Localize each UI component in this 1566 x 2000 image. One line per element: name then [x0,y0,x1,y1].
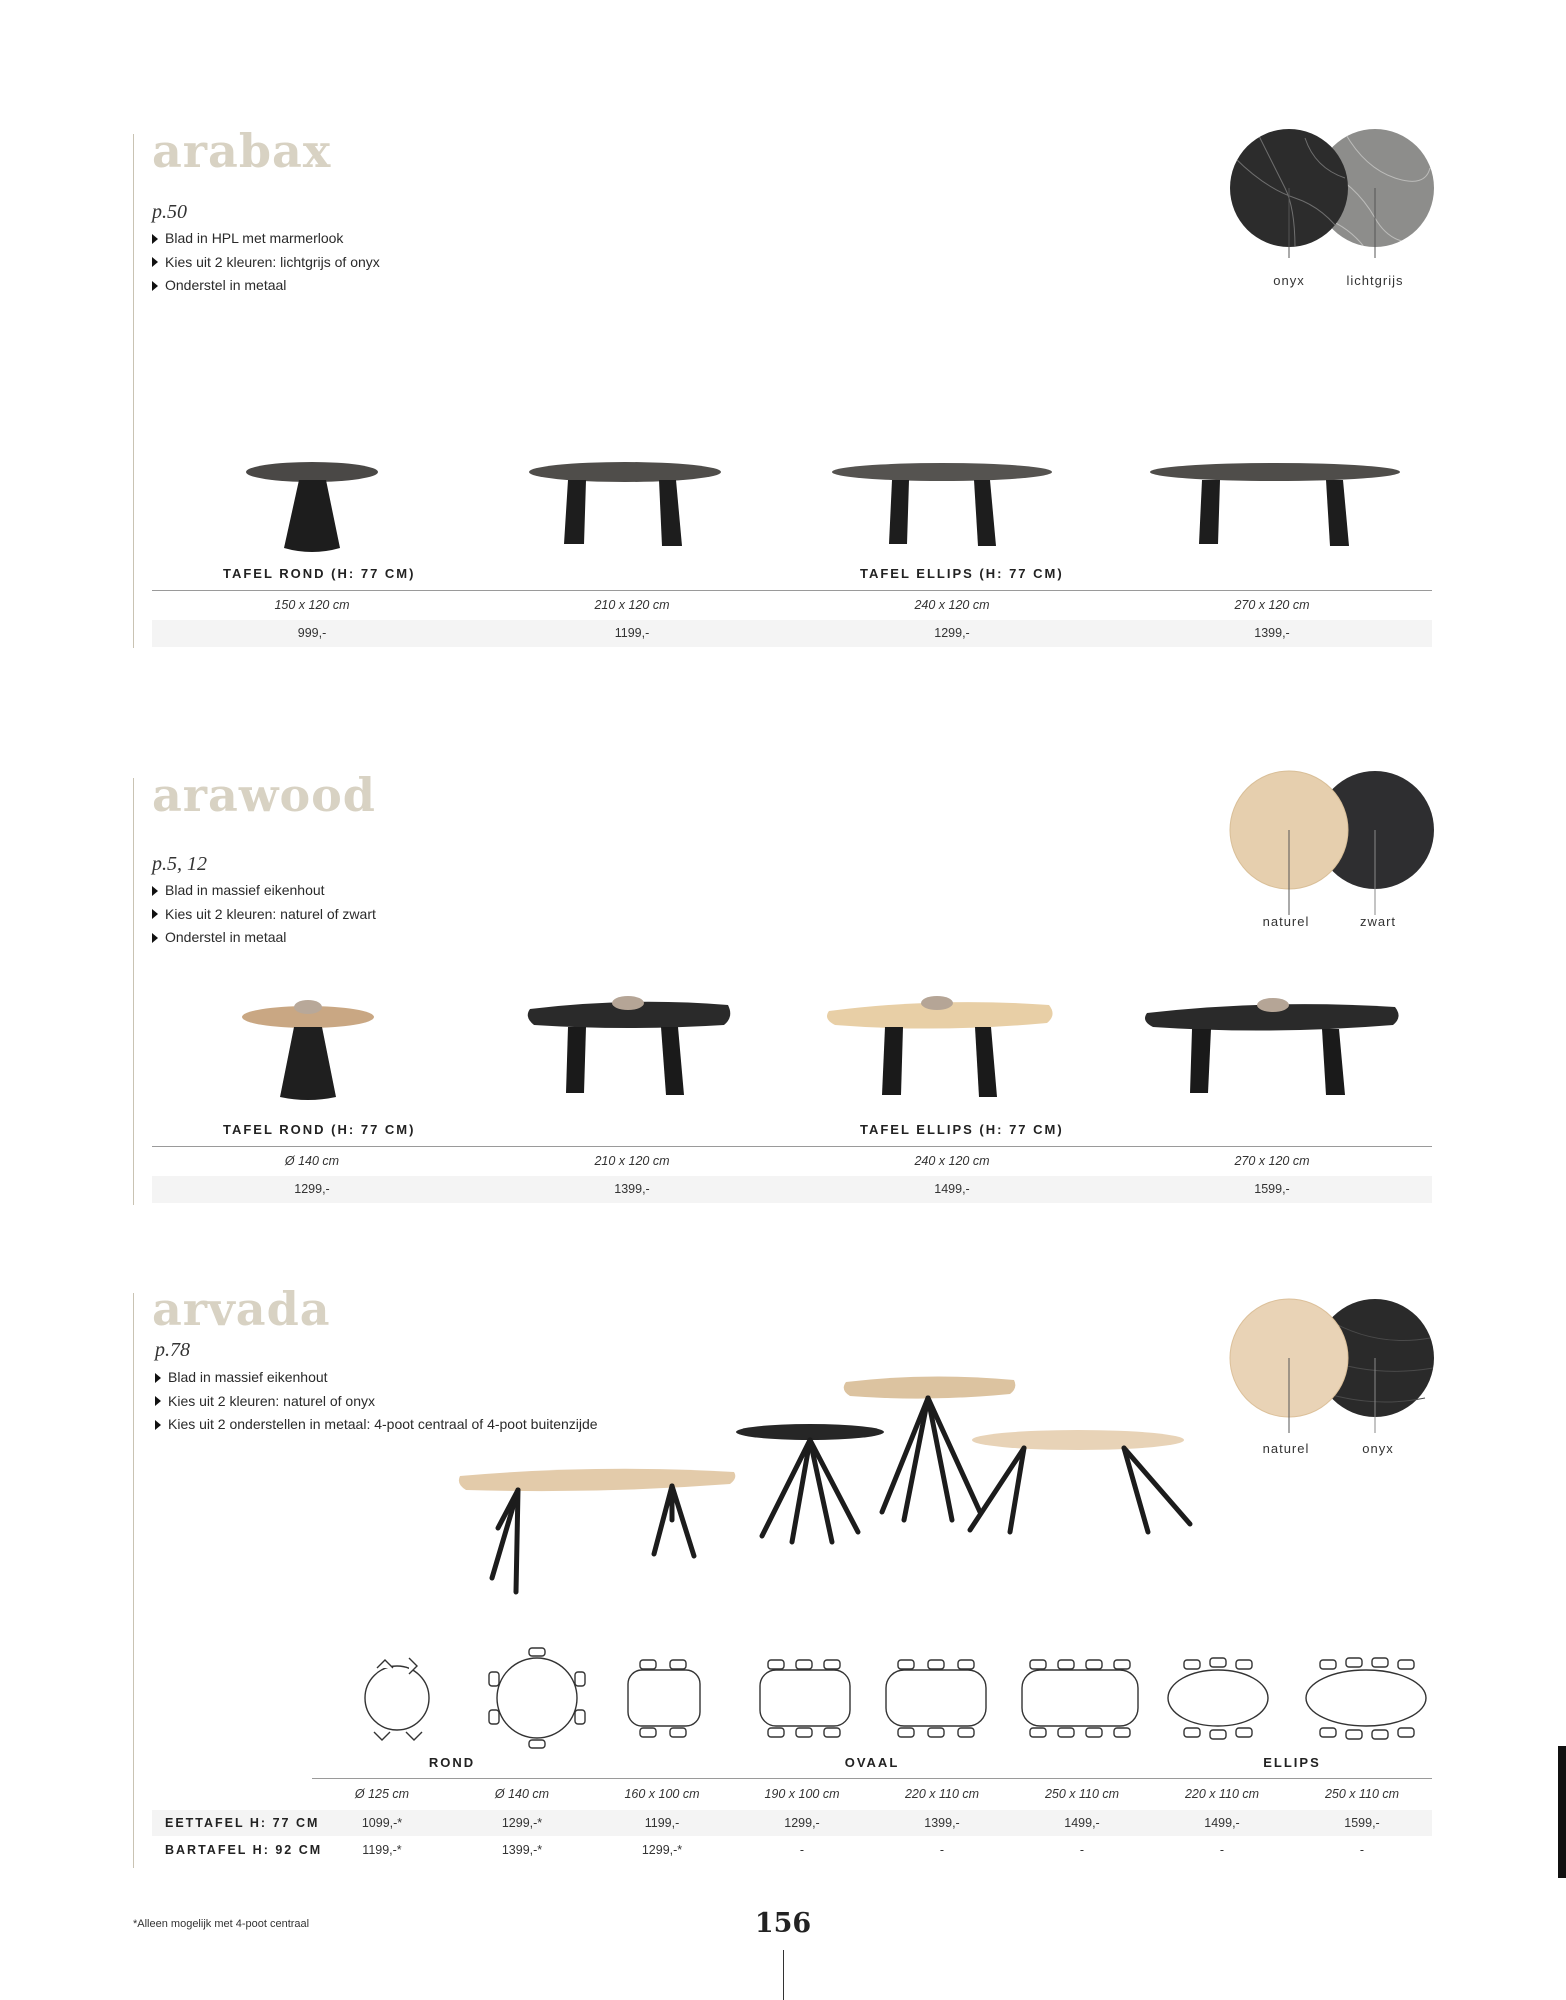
swatch-label-onyx: onyx [1362,1441,1394,1456]
price-cell: 1599,- [1254,1182,1290,1196]
size-cell: 220 x 110 cm [904,1787,980,1801]
caption-ellips: TAFEL ELLIPS (H: 77 CM) [860,1122,1064,1137]
bullet-arrow-icon [152,909,158,919]
size-cell: 240 x 120 cm [914,1154,990,1168]
page-reference: p.5, 12 [152,853,207,875]
feature-list [152,227,380,298]
size-cell: 250 x 110 cm [1324,1787,1400,1801]
edge-tab [1558,1746,1566,1878]
bullet-arrow-icon [155,1373,161,1383]
footnote: *Alleen mogelijk met 4-poot centraal [133,1918,310,1930]
product-title: arvada [152,1282,331,1336]
section-divider [133,134,134,648]
swatch-label-lichtgrijs: lichtgrijs [1346,273,1404,288]
feature-item: Kies uit 2 kleuren: naturel of onyx [155,1390,598,1414]
bullet-arrow-icon [152,234,158,244]
price-cell: 1399,- [1254,626,1290,640]
table-rule [152,1146,1432,1147]
color-swatches [1225,770,1455,900]
bullet-arrow-icon [152,886,158,896]
price-cell: 1499,- [934,1182,970,1196]
layout-ellips-220-icon [1168,1658,1268,1739]
price-cell: - [939,1843,945,1857]
table-ellips-270-image [1150,460,1410,560]
layout-oval-190-icon [760,1660,850,1737]
layout-round-140-icon [489,1648,585,1748]
feature-item: Kies uit 2 kleuren: naturel of zwart [152,903,376,927]
feature-item: Onderstel in metaal [152,926,376,950]
size-cell: 270 x 120 cm [1234,1154,1310,1168]
group-rond: ROND [428,1755,476,1770]
size-cell: Ø 125 cm [354,1787,410,1801]
group-ellips: ELLIPS [1263,1755,1321,1770]
product-title: arabax [152,124,332,178]
layout-ellips-250-icon [1306,1658,1426,1739]
price-cell: 1499,- [1064,1816,1100,1830]
bullet-arrow-icon [152,281,158,291]
layout-oval-250-icon [1022,1660,1138,1737]
size-cell: 250 x 110 cm [1044,1787,1120,1801]
table-ellips-210-image [528,460,728,560]
layout-oval-160-icon [628,1660,700,1737]
price-cell: 1199,-* [362,1843,402,1857]
section-divider [133,778,134,1205]
bullet-arrow-icon [152,257,158,267]
page-marker-line [783,1950,784,2000]
table-ellips-210-image [528,997,738,1107]
page-number: 156 [754,1908,812,1939]
price-cell: 1299,-* [641,1843,683,1857]
swatch-label-onyx: onyx [1273,273,1305,288]
layout-round-125-icon [365,1658,429,1740]
layout-oval-220-icon [886,1660,986,1737]
feature-list [152,879,376,950]
caption-ellips: TAFEL ELLIPS (H: 77 CM) [860,566,1064,581]
color-swatches [1225,128,1455,258]
bullet-arrow-icon [155,1420,161,1430]
color-swatches [1225,1298,1455,1448]
size-cell: 270 x 120 cm [1234,598,1310,612]
page-reference: p.50 [152,201,187,223]
price-cell: 1399,-* [501,1843,543,1857]
table-ellips-240-image [832,460,1062,560]
size-cell: 160 x 100 cm [624,1787,700,1801]
table-round-image [242,997,382,1107]
price-cell: 1599,- [1344,1816,1380,1830]
row-label-bartafel: BARTAFEL H: 92 CM [165,1843,323,1857]
feature-item: Blad in HPL met marmerlook [152,227,380,251]
size-cell: 220 x 110 cm [1184,1787,1260,1801]
feature-item: Blad in massief eikenhout [152,879,376,903]
size-cell: 210 x 120 cm [594,598,670,612]
price-cell: 1299,-* [501,1816,543,1830]
size-cell: 210 x 120 cm [594,1154,670,1168]
price-cell: - [1359,1843,1365,1857]
swatch-label-naturel: naturel [1262,914,1310,929]
price-cell: 1199,- [614,626,650,640]
feature-item: Kies uit 2 onderstellen in metaal: 4-poot centraal of 4-poot buitenzijde [155,1413,598,1437]
size-cell: 150 x 120 cm [274,598,350,612]
price-cell: 1399,- [924,1816,960,1830]
table-ellips-270-image [1145,997,1405,1107]
swatch-label-naturel: naturel [1262,1441,1310,1456]
feature-item: Onderstel in metaal [152,274,380,298]
price-cell: 1099,-* [361,1816,403,1830]
section-divider [133,1293,134,1868]
row-label-eettafel: EETTAFEL H: 77 CM [165,1816,320,1830]
product-title: arawood [152,768,376,822]
table-rule [152,590,1432,591]
price-cell: 1299,- [784,1816,820,1830]
price-cell: 1299,- [294,1182,330,1196]
caption-round: TAFEL ROND (H: 77 CM) [223,1122,416,1137]
arvada-tables-image [458,1420,1218,1640]
caption-round: TAFEL ROND (H: 77 CM) [223,566,416,581]
price-cell: - [799,1843,805,1857]
price-cell: 1199,- [644,1816,680,1830]
size-cell: Ø 140 cm [494,1787,550,1801]
bullet-arrow-icon [152,933,158,943]
table-round-image [244,460,384,560]
size-cell: 190 x 100 cm [764,1787,840,1801]
price-cell: - [1079,1843,1085,1857]
page-reference: p.78 [155,1339,190,1361]
price-cell: 999,- [297,626,327,640]
seating-layout-icons [352,1650,1492,1750]
feature-item: Kies uit 2 kleuren: lichtgrijs of onyx [152,251,380,275]
price-cell: 1299,- [934,626,970,640]
price-cell: - [1219,1843,1225,1857]
swatch-label-zwart: zwart [1359,914,1397,929]
price-cell: 1499,- [1204,1816,1240,1830]
size-cell: 240 x 120 cm [914,598,990,612]
size-cell: Ø 140 cm [284,1154,340,1168]
table-ellips-240-image [827,997,1067,1107]
table-rule [312,1778,1432,1779]
bullet-arrow-icon [155,1396,161,1406]
price-cell: 1399,- [614,1182,650,1196]
group-ovaal: OVAAL [844,1755,900,1770]
feature-item: Blad in massief eikenhout [155,1366,598,1390]
